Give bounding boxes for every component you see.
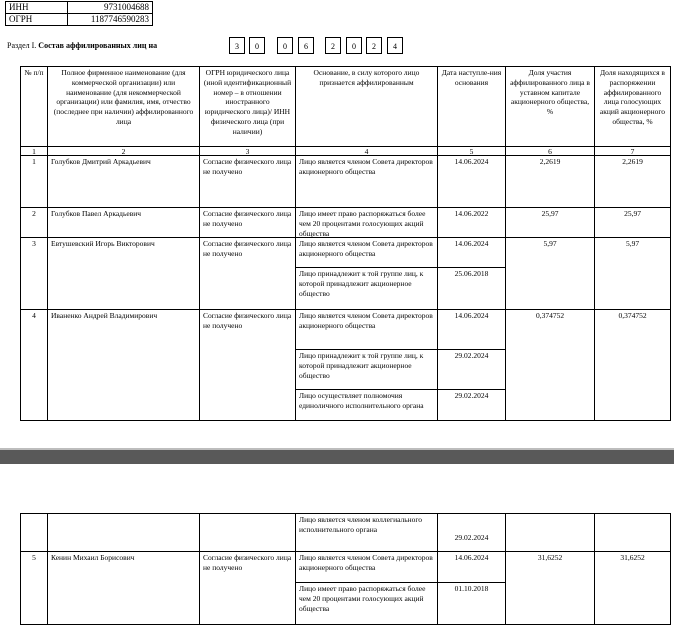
basis-date: 29.02.2024 — [437, 349, 506, 390]
col-number: 6 — [505, 146, 595, 156]
basis-date: 25.06.2018 — [437, 267, 506, 310]
col-number: 2 — [47, 146, 200, 156]
voting-share: 2,2619 — [594, 155, 671, 208]
capital-share: 25,97 — [505, 207, 595, 238]
header-votes: Доля находящихся в распоряжении аффилированного лица голосующих акций акционерного общества, % — [594, 66, 671, 147]
person-name: Евтушевский Игорь Викторович — [47, 237, 200, 310]
header-name: Полное фирменное наименование (для коммерческой организации) или наименование (для некоммерческой организации) или фамилия, имя, отчество (последнее при наличии) аффилированного лица — [47, 66, 200, 147]
row-number: 1 — [20, 155, 48, 208]
date-digit: 0 — [249, 37, 265, 54]
capital-share: 5,97 — [505, 237, 595, 310]
person-ogrn: Согласие физического лица не получено — [199, 551, 296, 625]
header-date: Дата наступле-ния основания — [437, 66, 506, 147]
person-name: Иваненко Андрей Владимирович — [47, 309, 200, 421]
row-number: 4 — [20, 309, 48, 421]
section-prefix: Раздел I. — [7, 41, 37, 50]
affiliation-basis: Лицо осуществляет полномочия единоличного исполнительного органа — [295, 389, 438, 421]
voting-share: 25,97 — [594, 207, 671, 238]
voting-share: 0,374752 — [594, 309, 671, 421]
row-number: 5 — [20, 551, 48, 625]
affiliation-basis: Лицо является членом коллегиального исполнительного органа — [295, 513, 438, 552]
person-name-continued — [47, 513, 200, 552]
date-digit: 0 — [277, 37, 293, 54]
row-number: 2 — [20, 207, 48, 238]
affiliation-basis: Лицо имеет право распоряжаться более чем 20 процентами голосующих акций общества — [295, 582, 438, 625]
capital-share: 2,2619 — [505, 155, 595, 208]
person-name: Голубков Павел Аркадьевич — [47, 207, 200, 238]
col-number: 5 — [437, 146, 506, 156]
capital-share: 31,6252 — [505, 551, 595, 625]
company-ids-table — [5, 1, 153, 26]
col-number: 1 — [20, 146, 48, 156]
basis-date: 14.06.2024 — [437, 237, 506, 268]
affiliation-basis: Лицо является членом Совета директоров акционерного общества — [295, 309, 438, 350]
basis-date: 29.02.2024 — [437, 389, 506, 421]
date-digit: 2 — [366, 37, 382, 54]
date-digit: 4 — [387, 37, 403, 54]
affiliation-basis: Лицо является членом Совета директоров акционерного общества — [295, 237, 438, 268]
inn-value: 9731004688 — [68, 2, 153, 14]
voting-share: 5,97 — [594, 237, 671, 310]
ogrn-label: ОГРН — [6, 14, 68, 26]
basis-date: 14.06.2024 — [437, 551, 506, 583]
col-number: 3 — [199, 146, 296, 156]
affiliation-basis: Лицо является членом Совета директоров акционерного общества — [295, 551, 438, 583]
date-digit: 2 — [325, 37, 341, 54]
voting-share-continued — [594, 513, 671, 552]
person-ogrn-continued — [199, 513, 296, 552]
affiliation-basis: Лицо является членом Совета директоров акционерного общества — [295, 155, 438, 208]
person-name: Кенин Михаил Борисович — [47, 551, 200, 625]
col-number: 4 — [295, 146, 438, 156]
capital-share: 0,374752 — [505, 309, 595, 421]
person-ogrn: Согласие физического лица не получено — [199, 309, 296, 421]
person-ogrn: Согласие физического лица не получено — [199, 237, 296, 310]
header-basis: Основание, в силу которого лицо признается аффилированным — [295, 66, 438, 147]
ogrn-value: 1187746590283 — [68, 14, 153, 26]
person-name: Голубков Дмитрий Аркадьевич — [47, 155, 200, 208]
col-number: 7 — [594, 146, 671, 156]
voting-share: 31,6252 — [594, 551, 671, 625]
basis-date: 14.06.2024 — [437, 155, 506, 208]
date-digit: 3 — [229, 37, 245, 54]
affiliation-basis: Лицо принадлежит к той группе лиц, к которой принадлежит акционерное общество — [295, 267, 438, 310]
section-title-text: Состав аффилированных лиц на — [38, 41, 158, 50]
capital-share-continued — [505, 513, 595, 552]
basis-date: 14.06.2024 — [437, 309, 506, 350]
inn-label: ИНН — [6, 2, 68, 14]
header-ogrn: ОГРН юридического лица (иной идентификационный номер – в отношении иностранного юридического лица)/ ИНН физического лица (при наличии) — [199, 66, 296, 147]
header-num: № п/п — [20, 66, 48, 147]
header-share: Доля участия аффилированного лица в уставном капитале акционерного общества, % — [505, 66, 595, 147]
person-ogrn: Согласие физического лица не получено — [199, 155, 296, 208]
row-number: 3 — [20, 237, 48, 310]
date-digit: 6 — [298, 37, 314, 54]
basis-date: 01.10.2018 — [437, 582, 506, 625]
date-digit: 0 — [346, 37, 362, 54]
person-ogrn: Согласие физического лица не получено — [199, 207, 296, 238]
basis-date: 14.06.2022 — [437, 207, 506, 238]
page-break-divider — [0, 450, 674, 464]
basis-date: 29.02.2024 — [437, 513, 506, 552]
section-title — [7, 41, 157, 51]
row-number-continued — [20, 513, 48, 552]
affiliation-basis: Лицо имеет право распоряжаться более чем 20 процентами голосующих акций общества — [295, 207, 438, 238]
affiliation-basis: Лицо принадлежит к той группе лиц, к которой принадлежит акционерное общество — [295, 349, 438, 390]
